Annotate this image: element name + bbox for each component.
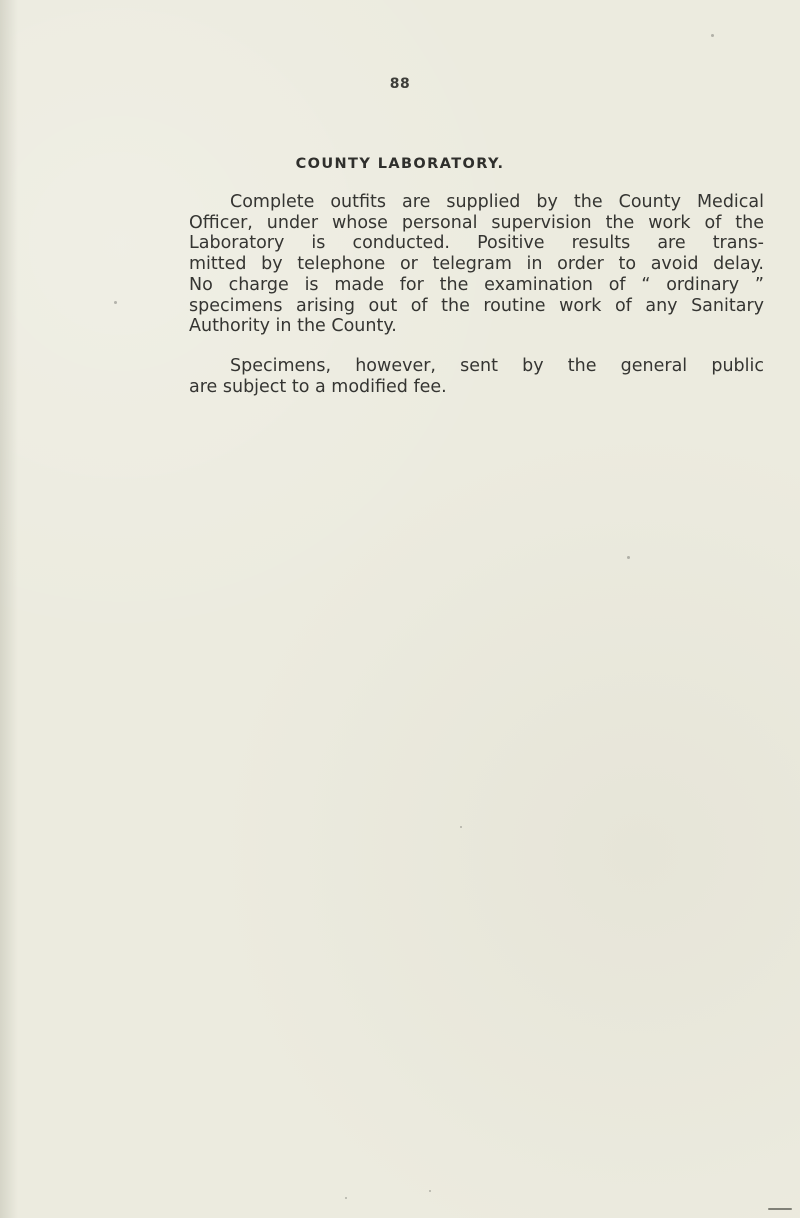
paper-speck [711, 34, 714, 37]
paper-speck [768, 1208, 792, 1210]
paper-speck [627, 556, 630, 559]
paper-speck [460, 826, 462, 828]
paragraph-1-line: Laboratory is conducted. Positive results are trans- [189, 233, 764, 254]
paper-speck [114, 301, 117, 304]
page-edge-shadow [0, 0, 18, 1218]
paragraph-1 [189, 192, 764, 337]
paragraph-1-line: Authority in the County. [189, 316, 397, 337]
paper-speck [345, 1197, 347, 1199]
paper-speck [429, 1190, 431, 1192]
paragraph-1-line: Complete outfits are supplied by the County Medical [230, 192, 764, 212]
paragraph-1-line: Officer, under whose personal supervision the work of the [189, 212, 764, 233]
paragraph-2 [189, 356, 764, 397]
paragraph-2-line: Specimens, however, sent by the general public [230, 356, 764, 376]
paragraph-1-line: specimens arising out of the routine work of any Sanitary [189, 295, 764, 316]
paragraph-1-line: No charge is made for the examination of “ ordinary ” [189, 274, 764, 295]
paragraph-1-line: mitted by telephone or telegram in order to avoid delay. [189, 254, 764, 275]
paragraph-2-line: are subject to a modified fee. [189, 376, 447, 397]
page-number: 88 [389, 76, 411, 92]
section-heading: COUNTY LABORATORY. [295, 156, 505, 172]
